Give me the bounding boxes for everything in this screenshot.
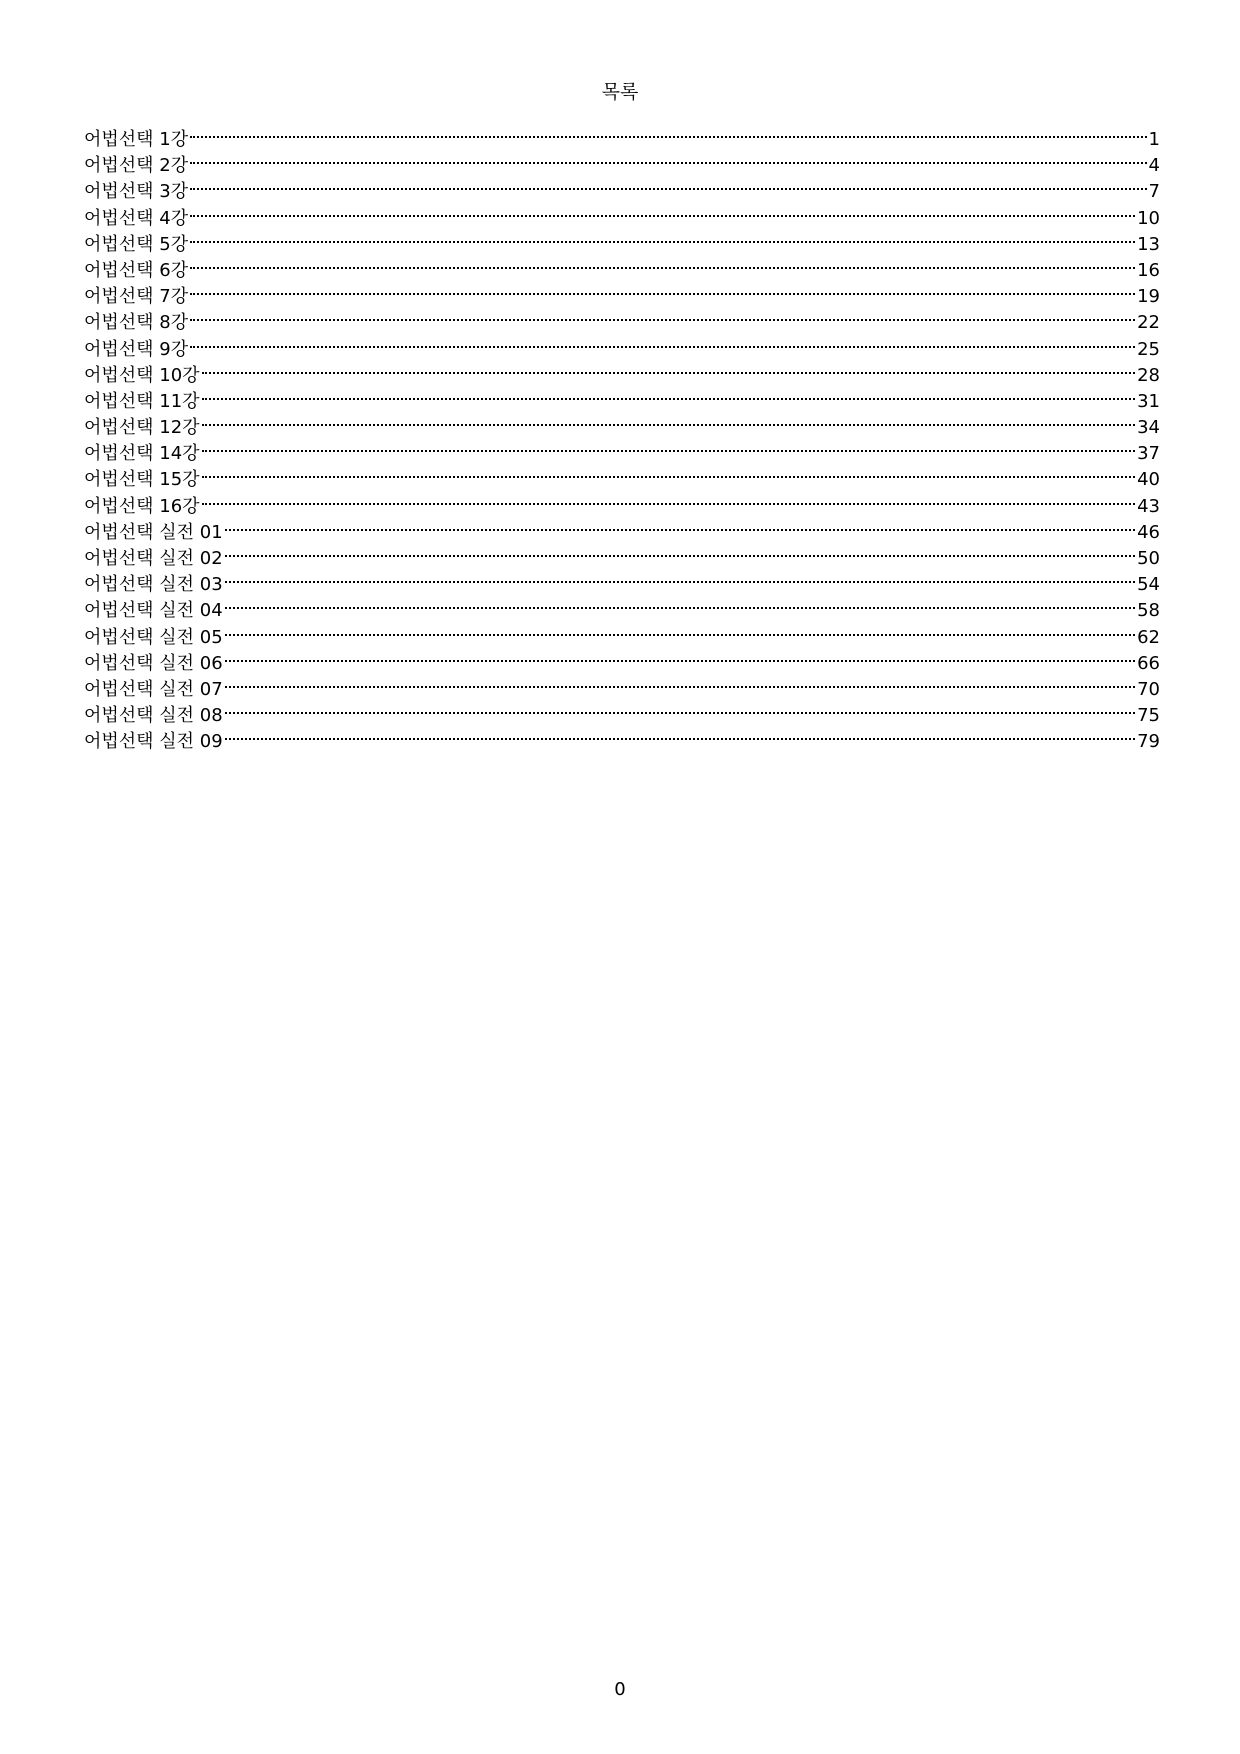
- toc-entry-label: 어법선택 3강: [84, 181, 189, 203]
- toc-entry-label: 어법선택 실전 07: [84, 678, 223, 700]
- toc-entry-page: 46: [1137, 521, 1160, 543]
- toc-dot-leader: [190, 267, 1135, 269]
- toc-entry-page: 79: [1137, 731, 1160, 753]
- toc-entry-label: 어법선택 6강: [84, 259, 189, 281]
- toc-entry-label: 어법선택 12강: [84, 417, 200, 439]
- toc-dot-leader: [225, 712, 1135, 714]
- toc-entry-label: 어법선택 실전 02: [84, 548, 223, 569]
- toc-dot-leader: [190, 162, 1146, 164]
- toc-entry-page: 22: [1137, 312, 1160, 334]
- toc-dot-leader: [202, 398, 1136, 400]
- toc-dot-leader: [202, 476, 1136, 478]
- toc-entry-page: 40: [1137, 469, 1160, 491]
- toc-entry[interactable]: [84, 153, 1160, 179]
- toc-entry[interactable]: [84, 310, 1160, 336]
- toc-entry-label: 어법선택 실전 08: [84, 705, 223, 727]
- toc-dot-leader: [190, 215, 1135, 217]
- toc-entry-label: 어법선택 실전 01: [84, 521, 223, 543]
- toc-entry-label: 어법선택 2강: [84, 155, 189, 177]
- toc-entry-page: 43: [1137, 495, 1160, 517]
- toc-entry-label: 어법선택 실전 09: [84, 731, 223, 753]
- toc-dot-leader: [190, 241, 1135, 243]
- toc-entry-label: 어법선택 14강: [84, 443, 200, 465]
- toc-dot-leader: [202, 503, 1136, 505]
- toc-entry[interactable]: [84, 389, 1160, 415]
- toc-entry[interactable]: [84, 179, 1160, 205]
- toc-entry-page: 37: [1137, 443, 1160, 465]
- toc-entry-page: 28: [1137, 364, 1160, 386]
- toc-dot-leader: [225, 660, 1135, 662]
- toc-entry-label: 어법선택 7강: [84, 286, 189, 308]
- toc-list: [84, 127, 1160, 756]
- toc-dot-leader: [225, 555, 1135, 557]
- toc-entry-label: 어법선택 1강: [84, 129, 189, 150]
- toc-dot-leader: [225, 581, 1135, 583]
- toc-entry-label: 어법선택 실전 05: [84, 626, 223, 648]
- toc-entry[interactable]: [84, 703, 1160, 729]
- toc-entry-label: 어법선택 16강: [84, 495, 200, 517]
- toc-entry[interactable]: [84, 572, 1160, 598]
- toc-entry-page: 54: [1137, 574, 1160, 596]
- toc-entry-page: 10: [1137, 207, 1160, 229]
- toc-entry-page: 16: [1137, 259, 1160, 281]
- toc-entry[interactable]: [84, 284, 1160, 310]
- toc-entry-page: 75: [1137, 705, 1160, 727]
- toc-entry-label: 어법선택 실전 06: [84, 652, 223, 674]
- toc-dot-leader: [225, 529, 1135, 531]
- toc-entry[interactable]: [84, 651, 1160, 677]
- toc-entry[interactable]: [84, 625, 1160, 651]
- toc-entry-page: 7: [1148, 181, 1160, 203]
- toc-entry-page: 70: [1137, 678, 1160, 700]
- toc-entry-page: 66: [1137, 652, 1160, 674]
- toc-entry-page: 31: [1137, 390, 1160, 412]
- toc-entry[interactable]: [84, 598, 1160, 624]
- toc-entry-label: 어법선택 4강: [84, 207, 189, 229]
- toc-entry[interactable]: [84, 258, 1160, 284]
- toc-entry-label: 어법선택 8강: [84, 312, 189, 334]
- toc-entry-label: 어법선택 15강: [84, 469, 200, 491]
- page-number: 0: [614, 1679, 626, 1700]
- toc-entry-page: 62: [1137, 626, 1160, 648]
- toc-entry-label: 어법선택 실전 04: [84, 600, 223, 622]
- toc-entry-page: 4: [1148, 155, 1160, 177]
- toc-dot-leader: [190, 136, 1146, 138]
- toc-dot-leader: [225, 634, 1135, 636]
- toc-dot-leader: [225, 738, 1135, 740]
- toc-entry[interactable]: [84, 337, 1160, 363]
- toc-dot-leader: [190, 293, 1135, 295]
- toc-title: 목록: [601, 81, 639, 103]
- toc-entry-page: 1: [1148, 129, 1160, 150]
- toc-entry[interactable]: [84, 677, 1160, 703]
- toc-entry[interactable]: [84, 467, 1160, 493]
- toc-dot-leader: [190, 188, 1146, 190]
- toc-dot-leader: [202, 424, 1136, 426]
- toc-entry[interactable]: [84, 232, 1160, 258]
- toc-entry-label: 어법선택 실전 03: [84, 574, 223, 596]
- toc-entry-page: 50: [1137, 548, 1160, 569]
- toc-entry[interactable]: [84, 441, 1160, 467]
- toc-entry[interactable]: [84, 729, 1160, 755]
- toc-entry-label: 어법선택 9강: [84, 338, 189, 360]
- toc-dot-leader: [225, 686, 1135, 688]
- toc-entry-label: 어법선택 5강: [84, 233, 189, 255]
- toc-entry-page: 34: [1137, 417, 1160, 439]
- toc-entry-label: 어법선택 11강: [84, 390, 200, 412]
- toc-entry[interactable]: [84, 127, 1160, 153]
- toc-dot-leader: [190, 319, 1135, 321]
- toc-entry[interactable]: [84, 520, 1160, 546]
- toc-dot-leader: [225, 607, 1135, 609]
- toc-entry[interactable]: [84, 363, 1160, 389]
- toc-entry[interactable]: [84, 546, 1160, 572]
- toc-dot-leader: [202, 372, 1136, 374]
- toc-entry-page: 19: [1137, 286, 1160, 308]
- toc-dot-leader: [190, 346, 1135, 348]
- toc-entry-page: 58: [1137, 600, 1160, 622]
- toc-entry-label: 어법선택 10강: [84, 364, 200, 386]
- toc-entry-page: 13: [1137, 233, 1160, 255]
- toc-entry[interactable]: [84, 415, 1160, 441]
- toc-entry[interactable]: [84, 494, 1160, 520]
- toc-dot-leader: [202, 450, 1136, 452]
- toc-entry[interactable]: [84, 206, 1160, 232]
- toc-entry-page: 25: [1137, 338, 1160, 360]
